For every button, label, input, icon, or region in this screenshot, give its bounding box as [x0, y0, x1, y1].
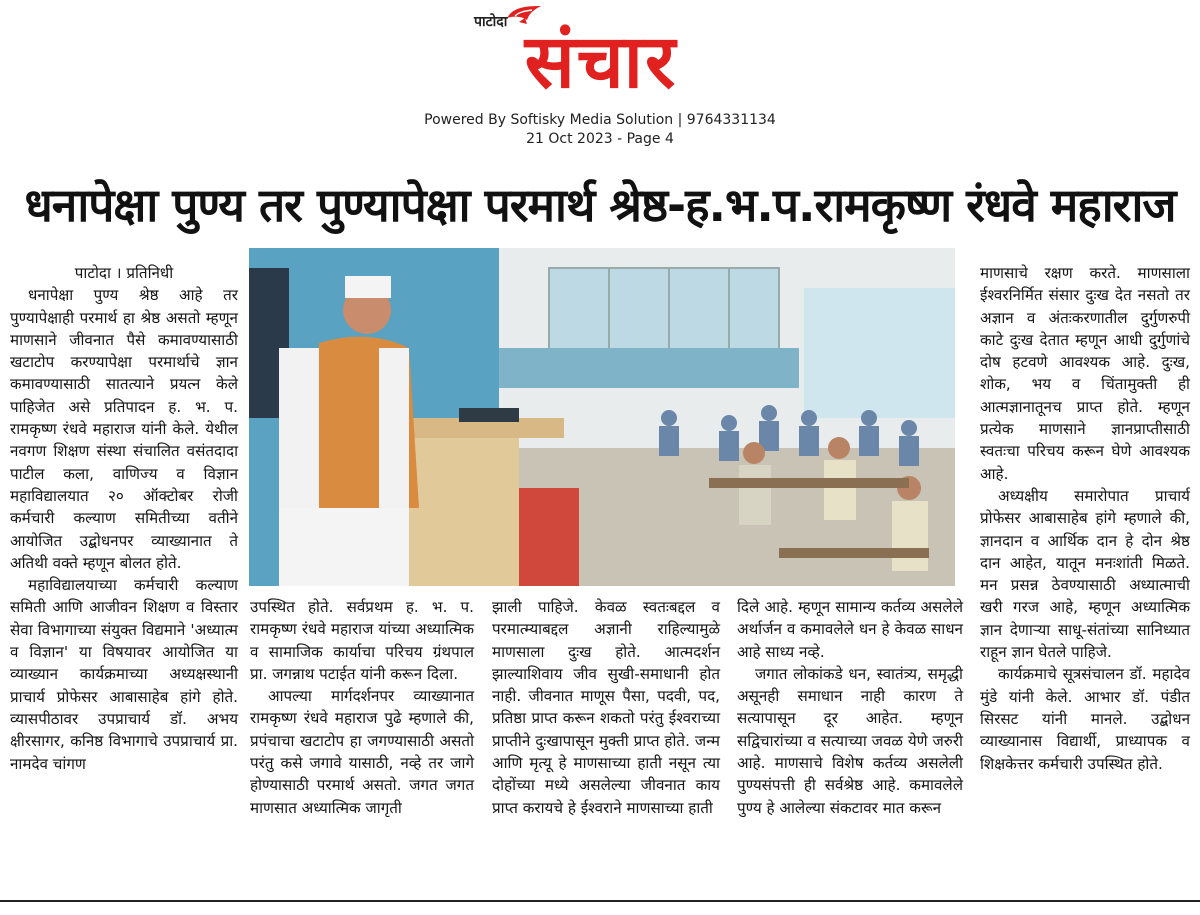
- article-paragraph: झाली पाहिजे. केवळ स्वतःबद्दल व परमात्म्याबद्दल अज्ञानी राहिल्यामुळे माणसाला दुःख होते. आत्मदर्शन झाल्याशिवाय जीव सुखी-समाधानी होत नाही. जीवनात माणूस पैसा, पदवी, पद, प्रतिष्ठा प्राप्त करून शकतो परंतु ईश्वराच्या प्राप्तीने दुःखापासून मुक्ती प्राप्त होते. जन्म आणि मृत्यू हे माणसाच्या हाती नसून त्या दोहोंच्या मध्ये असलेल्या जीवनात काय प्राप्त करायचे हे ईश्वराने माणसाच्या हाती: [492, 598, 720, 817]
- article-paragraph: धनापेक्षा पुण्य श्रेष्ठ आहे तर पुण्यापेक्षाही परमार्थ हा श्रेष्ठ असतो म्हणून माणसाने जीवनात पैसे कमावण्यासाठी खटाटोप करण्यापेक्षा परमार्थाचे ज्ञान कमावण्यासाठी सातत्याने प्रयत्न केले पाहिजेत असे प्रतिपादन ह. भ. प. रामकृष्ण रंधवे महाराज यांनी केले. येथील नवगण शिक्षण संस्था संचालित वसंतदादा पाटील कला, वाणिज्य व विज्ञान महाविद्यालयात २० ऑक्टोबर रोजी कर्मचारी कल्याण समितीच्या वतीने आयोजित उद्बोधनपर व्याख्यानात ते अतिथी वक्ते म्हणून बोलत होते.: [10, 286, 238, 572]
- masthead: [0, 0, 1200, 150]
- article-paragraph: महाविद्यालयाच्या कर्मचारी कल्याण समिती आणि आजीवन शिक्षण व विस्तार सेवा विभागाच्या संयुक्त विद्यमाने 'अध्यात्म व विज्ञान' या विषयावर आयोजित या व्याख्यान कार्यक्रमाच्या अध्यक्षस्थानी प्राचार्य प्रोफेसर आबासाहेब हांगे होते. व्यासपीठावर उपप्राचार्य डॉ. अभय क्षीरसागर, कनिष्ठ विभागाचे उपप्राचार्य प्रा. नामदेव चांगण: [10, 576, 238, 773]
- event-photo-illustration: [249, 248, 955, 586]
- article-paragraph: माणसाचे रक्षण करते. माणसाला ईश्वरनिर्मित संसार दुःख देत नसतो तर अज्ञान व अंतःकरणातील दुर्गुणरुपी काटे दुःख देतात म्हणून आधी दुर्गुणांचे दोष हटवणे आवश्यक आहे. दुःख, शोक, भय व चिंतामुक्ती ही आत्मज्ञानातूनच प्राप्त होते. म्हणून प्रत्येक माणसाने ज्ञानप्राप्तीसाठी स्वतःचा परिचय करून घेणे आवश्यक आहे.: [980, 264, 1190, 483]
- powered-by-line: Powered By Softisky Media Solution | 9764331134: [424, 112, 776, 128]
- date-page-line: 21 Oct 2023 - Page 4: [526, 131, 674, 147]
- article-paragraph: दिले आहे. म्हणून सामान्य कर्तव्य असलेले अर्थार्जन व कमावलेले धन हे केवळ साधन आहे साध्य नव्हे.: [737, 598, 963, 661]
- brand-place-tag: पाटोदा: [474, 14, 508, 30]
- article-paragraph: अध्यक्षीय समारोपात प्राचार्य प्रोफेसर आबासाहेब हांगे म्हणाले की, ज्ञानदान व आर्थिक दान हे दोन श्रेष्ठ दान आहेत, यातून मनःशांती मिळते. मन प्रसन्न ठेवण्यासाठी अध्यात्माची खरी गरज आहे, म्हणून अध्यात्मिक ज्ञान देणाऱ्या साधू-संतांच्या सानिध्यात राहून ज्ञान घेतले पाहिजे.: [980, 486, 1190, 662]
- article-headline: धनापेक्षा पुण्य तर पुण्यापेक्षा परमार्थ श्रेष्ठ-ह.भ.प.रामकृष्ण रंधवे महाराज: [24, 178, 1176, 232]
- event-photo: [249, 248, 955, 586]
- article-dateline: पाटोदा । प्रतिनिधी: [74, 264, 174, 282]
- article-column-2: [250, 596, 474, 819]
- newspaper-logo: संचार: [524, 19, 678, 105]
- article-column-3: [492, 596, 720, 819]
- article-column-5: [980, 262, 1190, 775]
- article-column-1: [10, 262, 238, 775]
- bottom-rule: [0, 900, 1200, 902]
- article-paragraph: कार्यक्रमाचे सूत्रसंचालन डॉ. महादेव मुंडे यांनी केले. आभार डॉ. पंडीत सिरसट यांनी मानले. उद्बोधन व्याख्यानास विद्यार्थी, प्राध्यापक व शिक्षकेत्तर कर्मचारी उपस्थित होते.: [980, 665, 1190, 773]
- article-column-4: [737, 596, 963, 819]
- article-paragraph: आपल्या मार्गदर्शनपर व्याख्यानात रामकृष्ण रंधवे महाराज पुढे म्हणाले की, प्रपंचाचा खटाटोप हा जगण्यासाठी असतो परंतु कसे जगावे यासाठी, नव्हे तर जागे होण्यासाठी परमार्थ असतो. जगत जगत माणसात अध्यात्मिक जागृती: [250, 687, 474, 817]
- article-paragraph: उपस्थित होते. सर्वप्रथम ह. भ. प. रामकृष्ण रंधवे महाराज यांच्या अध्यात्मिक व सामाजिक कार्याचा परिचय ग्रंथपाल प्रा. जगन्नाथ पटाईत यांनी करून दिला.: [250, 598, 474, 683]
- article-paragraph: जगात लोकांकडे धन, स्वातंत्र्य, समृद्धी असूनही समाधान नाही कारण ते सत्यापासून दूर आहेत. म्हणून सद्विचारांच्या व सत्याच्या जवळ येणे जरुरी आहे. माणसाचे विशेष कर्तव्य असलेली पुण्यसंपत्ती ही सर्वश्रेष्ठ आहे. कमावलेले पुण्य हे आलेल्या संकटावर मात करून: [737, 664, 963, 817]
